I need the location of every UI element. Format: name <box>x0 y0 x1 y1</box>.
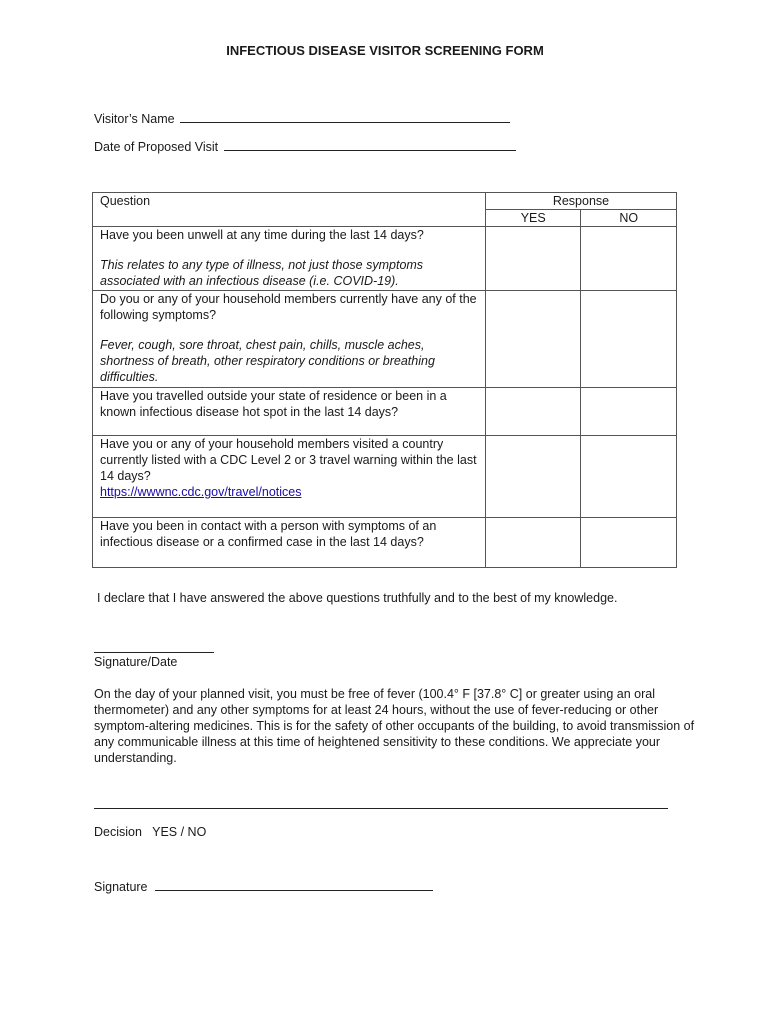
table-row <box>93 436 677 518</box>
table-row <box>93 388 677 436</box>
no-response-cell[interactable] <box>581 291 677 388</box>
visitor-name-label: Visitor’s Name <box>94 112 175 126</box>
table-row <box>93 291 677 388</box>
question-text: Have you travelled outside your state of residence or been in a known infectious disease hot spot in the last 14 days? <box>100 389 447 419</box>
yes-response-cell[interactable] <box>485 436 581 518</box>
visit-date-line[interactable] <box>224 138 516 151</box>
fever-notice: On the day of your planned visit, you must be free of fever (100.4° F [37.8° C] or greater using an oral thermometer) and any other symptoms for at least 24 hours, without the use of fever-reducing or other symptom-altering medicines. This is for the safety of other occupants of the building, to avoid transmission of any communicable illness at this time of heightened sensitivity to these conditions. We appreciate your understanding. <box>94 687 695 765</box>
table-row <box>93 518 677 568</box>
question-note: Fever, cough, sore throat, chest pain, chills, muscle aches, shortness of breath, other respiratory conditions or breathing difficulties. <box>100 338 435 384</box>
visit-date-label: Date of Proposed Visit <box>94 140 219 154</box>
yes-response-cell[interactable] <box>485 227 581 291</box>
signature-date-label: Signature/Date <box>94 655 178 669</box>
question-note: This relates to any type of illness, not just those symptoms associated with an infectious disease (i.e. COVID-19). <box>100 258 424 288</box>
screening-table <box>92 192 677 568</box>
no-response-cell[interactable] <box>581 388 677 436</box>
cdc-travel-link[interactable]: https://wwwnc.cdc.gov/travel/notices <box>100 485 302 499</box>
question-text: Do you or any of your household members currently have any of the following symptoms? <box>100 292 477 322</box>
signature-line[interactable] <box>155 878 433 891</box>
signature-date-line[interactable] <box>94 652 214 653</box>
question-header: Question <box>93 193 486 227</box>
table-row <box>93 227 677 291</box>
form-title: INFECTIOUS DISEASE VISITOR SCREENING FORM <box>226 43 544 58</box>
yes-response-cell[interactable] <box>485 291 581 388</box>
decision-label: Decision YES / NO <box>94 825 207 839</box>
no-header: NO <box>581 210 677 227</box>
declaration-text: I declare that I have answered the above questions truthfully and to the best of my knowledge. <box>97 591 618 605</box>
question-text: Have you been unwell at any time during the last 14 days? <box>100 228 424 242</box>
yes-response-cell[interactable] <box>485 388 581 436</box>
yes-response-cell[interactable] <box>485 518 581 568</box>
no-response-cell[interactable] <box>581 436 677 518</box>
divider-line <box>94 808 668 809</box>
no-response-cell[interactable] <box>581 518 677 568</box>
question-text: Have you been in contact with a person with symptoms of an infectious disease or a confirmed case in the last 14 days? <box>100 519 437 549</box>
visitor-name-line[interactable] <box>180 110 510 123</box>
no-response-cell[interactable] <box>581 227 677 291</box>
signature-label: Signature <box>94 880 148 894</box>
visit-date-field[interactable] <box>94 138 516 155</box>
visitor-name-field[interactable] <box>94 110 510 127</box>
response-header: Response <box>485 193 676 210</box>
yes-header: YES <box>485 210 581 227</box>
question-text: Have you or any of your household members visited a country currently listed with a CDC Level 2 or 3 travel warning within the last 14 days? <box>100 437 477 483</box>
final-signature-field[interactable] <box>94 878 433 895</box>
